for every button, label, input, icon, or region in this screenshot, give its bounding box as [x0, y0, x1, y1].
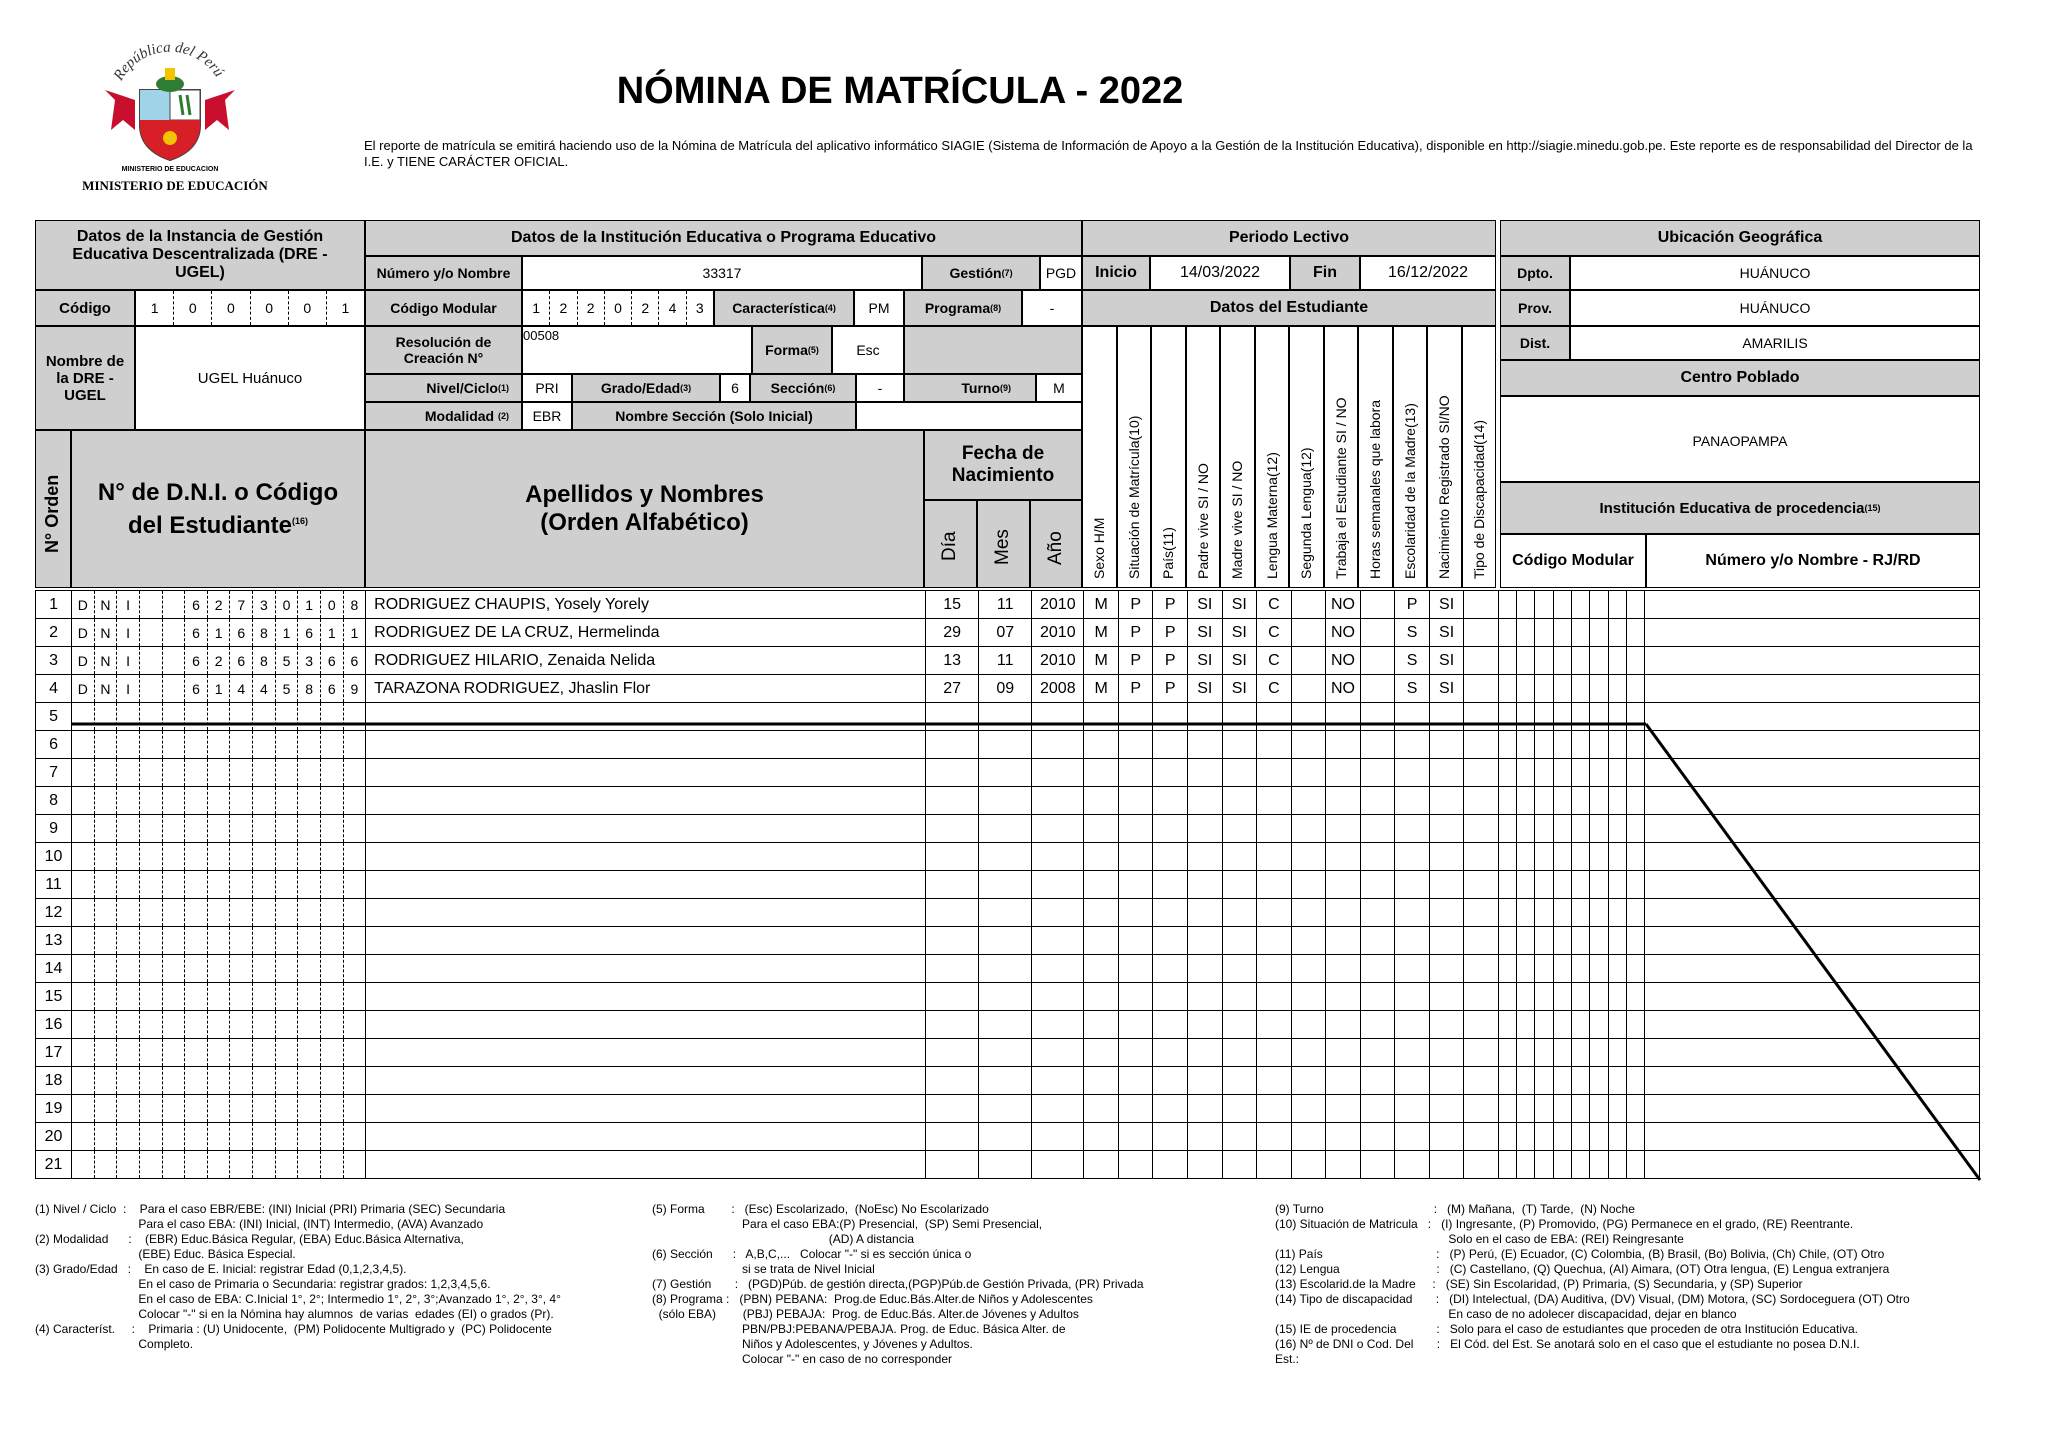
student-nac: SI	[1429, 647, 1464, 675]
dni-digit: 1	[298, 591, 321, 619]
dni-digit: 6	[230, 619, 253, 647]
dni-digit: 6	[320, 675, 343, 703]
ie-forma-value: Esc	[832, 326, 904, 374]
birth-dia: 27	[926, 675, 979, 703]
student-col-header: Padre vive SI / NO	[1186, 326, 1221, 588]
periodo-inicio-value: 14/03/2022	[1150, 256, 1290, 290]
ie-seccion-value: -	[856, 374, 904, 402]
student-trabaja: NO	[1326, 647, 1361, 675]
row-number: 13	[36, 927, 72, 955]
periodo-inicio-label: Inicio	[1082, 256, 1150, 290]
codmod-digit: 2	[578, 291, 605, 325]
procedencia-label: Institución Educativa de procedencia (15)	[1500, 482, 1980, 534]
dni-digit: D	[72, 647, 95, 675]
ie-seccion-label: Sección (6)	[750, 374, 856, 402]
student-col-header: Escolaridad de la Madre(13)	[1393, 326, 1428, 588]
student-nac: SI	[1429, 675, 1464, 703]
birth-anio: 2010	[1032, 647, 1084, 675]
student-sit: P	[1118, 675, 1153, 703]
ie-nombre-seccion-label: Nombre Sección (Solo Inicial)	[572, 402, 856, 430]
birth-dia: 29	[926, 619, 979, 647]
student-madre: SI	[1222, 591, 1257, 619]
dni-digit: 6	[320, 647, 343, 675]
dni-header: N° de D.N.I. o Código del Estudiante$^{(16)}$	[71, 430, 365, 588]
page-title: NÓMINA DE MATRÍCULA - 2022	[616, 70, 1184, 112]
dni-digit: 8	[298, 675, 321, 703]
student-sexo: M	[1084, 591, 1119, 619]
birth-mes: 07	[979, 619, 1032, 647]
dre-nombre-value: UGEL Huánuco	[135, 326, 365, 430]
dni-digit: 6	[298, 619, 321, 647]
row-number: 17	[36, 1039, 72, 1067]
student-sit: P	[1118, 647, 1153, 675]
codmod-digit: 1	[523, 291, 550, 325]
mes-header: Mes	[977, 500, 1030, 588]
student-col-header: Tipo de Discapacidad(14)	[1462, 326, 1497, 588]
student-col-header: País(11)	[1151, 326, 1186, 588]
ie-programa-label: Programa (8)	[904, 290, 1022, 326]
student-esc: S	[1395, 675, 1430, 703]
student-lengua: C	[1257, 591, 1292, 619]
ie-caracteristica-label: Característica (4)	[714, 290, 854, 326]
student-pais: P	[1153, 647, 1188, 675]
student-madre: SI	[1222, 675, 1257, 703]
ie-turno-value: M	[1036, 374, 1082, 402]
dni-digit: 3	[253, 591, 276, 619]
student-padre: SI	[1187, 647, 1222, 675]
ie-turno-label: Turno (9)	[904, 374, 1036, 402]
procedencia-codmod-label: Código Modular	[1500, 534, 1646, 588]
birth-mes: 11	[979, 591, 1032, 619]
row-number: 18	[36, 1067, 72, 1095]
dni-digit: 6	[185, 675, 208, 703]
student-pais: P	[1153, 675, 1188, 703]
codmod-digit: 2	[550, 291, 577, 325]
student-padre: SI	[1187, 675, 1222, 703]
dpto-label: Dpto.	[1500, 256, 1570, 290]
dre-digit: 0	[251, 291, 289, 325]
student-col-header: Horas semanales que labora	[1358, 326, 1393, 588]
dni-digit: I	[117, 591, 140, 619]
student-col-header: Trabaja el Estudiante SI / NO	[1324, 326, 1359, 588]
student-lengua: C	[1257, 619, 1292, 647]
student-trabaja: NO	[1326, 591, 1361, 619]
row-number: 9	[36, 815, 72, 843]
dni-digit: N	[94, 619, 117, 647]
student-col-header: Sexo H/M	[1082, 326, 1117, 588]
student-madre: SI	[1222, 619, 1257, 647]
student-sexo: M	[1084, 647, 1119, 675]
dni-digit: 8	[253, 619, 276, 647]
ie-forma-label: Forma (5)	[752, 326, 832, 374]
dist-value: AMARILIS	[1570, 326, 1980, 360]
birth-anio: 2010	[1032, 591, 1084, 619]
student-name: TARAZONA RODRIGUEZ, Jhaslin Flor	[366, 675, 926, 703]
dni-digit: 8	[343, 591, 366, 619]
student-col-header: Nacimiento Registrado SI/NO	[1427, 326, 1462, 588]
legend-column-3: (9) Turno : (M) Mañana, (T) Tarde, (N) Noche (10) Situación de Matricula : (I) Ingresante, (P) Promovido, (PG) Permanece en el grado, (RE) Reentrante. Solo en el caso de EBA: (REI) Reingresante (11) País : (P) Perú, (E) Ecuador, (C) Colombia, (B) Brasil, (Bo) Bolivia, (Ch) Chile, (OT) Otro (12) Lengua : (C) Castellano, (Q) Quechua, (AI) Aimara, (OT) Otra lengua, (E) Lengua extranjera (13) Escolarid.de la Madre : (SE) Sin Escolaridad, (P) Primaria, (S) Secundaria, y (SP) Superior (14) Tipo de discapacidad : (DI) Intelectual, (DA) Auditiva, (DV) Visual, (DM) Motora, (SC) Sordoceguera (OT) Otro En caso de no adolecer discapacidad, dejar en blanco (15) IE de procedencia : Solo para el caso de estudiantes que proceden de otra Institución Educativa. (16) Nº de DNI o Cod. Del : El Cód. del Est. Se anotará solo en el caso que el estudiante no posea D.N.I. Est.:	[1275, 1202, 1910, 1366]
dni-digit: 1	[320, 619, 343, 647]
fecha-header: Fecha de Nacimiento	[924, 430, 1082, 500]
row-number: 19	[36, 1095, 72, 1123]
student-col-header: Segunda Lengua(12)	[1289, 326, 1324, 588]
dre-digit: 0	[212, 291, 250, 325]
dni-digit: 2	[207, 591, 230, 619]
student-trabaja: NO	[1326, 619, 1361, 647]
ie-codmod-label: Código Modular	[365, 290, 522, 326]
ie-heading: Datos de la Institución Educativa o Programa Educativo	[365, 220, 1082, 256]
dni-digit: 6	[185, 619, 208, 647]
ie-nivel-value: PRI	[522, 374, 572, 402]
row-number: 14	[36, 955, 72, 983]
datos-estudiante-heading: Datos del Estudiante	[1082, 290, 1496, 326]
student-name: RODRIGUEZ HILARIO, Zenaida Nelida	[366, 647, 926, 675]
dre-heading: Datos de la Instancia de Gestión Educativa Descentralizada (DRE - UGEL)	[35, 220, 365, 290]
ie-modalidad-value: EBR	[522, 402, 572, 430]
student-pais: P	[1153, 619, 1188, 647]
row-number: 8	[36, 787, 72, 815]
ie-numero-value: 33317	[522, 256, 922, 290]
dni-digit: D	[72, 619, 95, 647]
row-number: 12	[36, 899, 72, 927]
ie-resolucion-value: 00508	[522, 326, 752, 374]
row-number: 15	[36, 983, 72, 1011]
ie-gestion-label: Gestión (7)	[922, 256, 1040, 290]
dia-header: Día	[924, 500, 977, 588]
row-number: 20	[36, 1123, 72, 1151]
dni-digit: 4	[230, 675, 253, 703]
dni-digit: 0	[320, 591, 343, 619]
ie-modalidad-label: Modalidad (2)	[365, 402, 522, 430]
dni-digit: 1	[207, 619, 230, 647]
student-sit: P	[1118, 591, 1153, 619]
dni-digit: I	[117, 619, 140, 647]
row-number: 1	[36, 591, 72, 619]
dni-digit: D	[72, 675, 95, 703]
student-sit: P	[1118, 619, 1153, 647]
dni-digit: 6	[343, 647, 366, 675]
cancel-slanted-line	[1646, 724, 1980, 1180]
student-esc: S	[1395, 647, 1430, 675]
student-sexo: M	[1084, 675, 1119, 703]
student-trabaja: NO	[1326, 675, 1361, 703]
prov-label: Prov.	[1500, 290, 1570, 326]
ie-grado-value: 6	[720, 374, 750, 402]
dni-digit: 9	[343, 675, 366, 703]
birth-anio: 2010	[1032, 619, 1084, 647]
dni-digit: 5	[275, 647, 298, 675]
periodo-fin-label: Fin	[1290, 256, 1360, 290]
dni-digit: D	[72, 591, 95, 619]
dni-digit: 5	[275, 675, 298, 703]
student-name: RODRIGUEZ CHAUPIS, Yosely Yorely	[366, 591, 926, 619]
row-number: 16	[36, 1011, 72, 1039]
dre-digit: 0	[174, 291, 212, 325]
dre-codigo-label: Código	[35, 290, 135, 326]
dpto-value: HUÁNUCO	[1570, 256, 1980, 290]
centro-poblado-value: PANAOPAMPA	[1500, 396, 1980, 482]
codmod-digit: 2	[632, 291, 659, 325]
codmod-digit: 0	[605, 291, 632, 325]
dni-digit: 4	[253, 675, 276, 703]
orden-header-label: N° Orden	[42, 474, 62, 553]
row-number: 6	[36, 731, 72, 759]
student-col-header: Madre vive SI / NO	[1220, 326, 1255, 588]
dni-digit: 1	[207, 675, 230, 703]
birth-mes: 09	[979, 675, 1032, 703]
dni-digit: 0	[275, 591, 298, 619]
row-number: 4	[36, 675, 72, 703]
dni-digit: N	[94, 647, 117, 675]
dre-digit: 1	[341, 300, 350, 316]
dni-digit: 2	[207, 647, 230, 675]
dni-digit: 1	[275, 619, 298, 647]
dni-digit: N	[94, 591, 117, 619]
row-number: 11	[36, 871, 72, 899]
svg-text:República del Perú: República del Perú	[110, 39, 227, 84]
dni-digit: 6	[185, 647, 208, 675]
ie-nivel-label: Nivel/Ciclo (1)	[365, 374, 522, 402]
student-esc: S	[1395, 619, 1430, 647]
dre-nombre-label: Nombre de la DRE - UGEL	[35, 326, 135, 430]
dist-label: Dist.	[1500, 326, 1570, 360]
ie-gestion-value: PGD	[1040, 256, 1082, 290]
student-nac: SI	[1429, 591, 1464, 619]
seal-subtext: MINISTERIO DE EDUCACION	[121, 166, 219, 173]
row-number: 21	[36, 1151, 72, 1179]
header-note: El reporte de matrícula se emitirá haciendo uso de la Nómina de Matrícula del aplicativo informático SIAGIE (Sistema de Información de Apoyo a la Gestión de la Institución Educativa), disponible en http://siagie.minedu.gob.pe. Este reporte es de responsabilidad del Director de la I.E. y TIENE CARÁCTER OFICIAL.	[364, 138, 1973, 169]
student-col-header: Lengua Materna(12)	[1255, 326, 1290, 588]
apellidos-header: Apellidos y Nombres (Orden Alfabético)	[365, 430, 924, 588]
ubicacion-heading: Ubicación Geográfica	[1500, 220, 1980, 256]
student-sexo: M	[1084, 619, 1119, 647]
anio-header: Año	[1030, 500, 1082, 588]
student-pais: P	[1153, 591, 1188, 619]
student-col-header: Situación de Matrícula(10)	[1117, 326, 1152, 588]
row-number: 3	[36, 647, 72, 675]
student-padre: SI	[1187, 591, 1222, 619]
dre-digit: 1	[136, 291, 174, 325]
row-number: 5	[36, 703, 72, 731]
birth-dia: 13	[926, 647, 979, 675]
student-madre: SI	[1222, 647, 1257, 675]
prov-value: HUÁNUCO	[1570, 290, 1980, 326]
student-esc: P	[1395, 591, 1430, 619]
dni-digit: 7	[230, 591, 253, 619]
student-lengua: C	[1257, 647, 1292, 675]
centro-poblado-label: Centro Poblado	[1500, 360, 1980, 396]
ie-numero-label: Número y/o Nombre	[365, 256, 522, 290]
row-number: 7	[36, 759, 72, 787]
ie-grado-label: Grado/Edad (3)	[572, 374, 720, 402]
codmod-digit: 3	[695, 300, 704, 316]
birth-mes: 11	[979, 647, 1032, 675]
periodo-heading: Periodo Lectivo	[1082, 220, 1496, 256]
legend-column-2: (5) Forma : (Esc) Escolarizado, (NoEsc) No Escolarizado Para el caso EBA:(P) Presencial, (SP) Semi Presencial, (AD) A distancia (6) Sección : A,B,C,... Colocar "-" si es sección única o si se trata de Nivel Inicial (7) Gestión : (PGD)Púb. de gestión directa,(PGP)Púb.de Gestión Privada, (PR) Privada (8) Programa : (PBN) PEBANA: Prog.de Educ.Bás.Alter.de Niños y Adolescentes (sólo EBA) (PBJ) PEBAJA: Prog. de Educ.Bás. Alter.de Jóvenes y Adultos PBN/PBJ:PEBANA/PEBAJA. Prog. de Educ. Básica Alter. de Niños y Adolescentes, y Jóvenes y Adultos. Colocar "-" en caso de no corresponder	[652, 1202, 1144, 1366]
codmod-digit: 4	[659, 291, 686, 325]
birth-anio: 2008	[1032, 675, 1084, 703]
ie-caracteristica-value: PM	[854, 290, 904, 326]
dni-digit: 6	[230, 647, 253, 675]
student-lengua: C	[1257, 675, 1292, 703]
ie-resolucion-label: Resolución de Creación N°	[365, 326, 522, 374]
procedencia-numero-label: Número y/o Nombre - RJ/RD	[1646, 534, 1980, 588]
ministry-name: MINISTERIO DE EDUCACIÓN	[82, 178, 268, 193]
student-nac: SI	[1429, 619, 1464, 647]
legend-column-1: (1) Nivel / Ciclo : Para el caso EBR/EBE: (INI) Inicial (PRI) Primaria (SEC) Secundaria Para el caso EBA: (INI) Inicial, (INT) Intermedio, (AVA) Avanzado (2) Modalidad : (EBR) Educ.Básica Regular, (EBA) Educ.Básica Alternativa, (EBE) Educ. Básica Especial. (3) Grado/Edad : En caso de E. Inicial: registrar Edad (0,1,2,3,4,5). En el caso de Primaria o Secundaria: registrar grados: 1,2,3,4,5,6. En el caso de EBA: C.Inicial 1°, 2°; Intermedio 1°, 2°, 3°;Avanzado 1°, 2°, 3°, 4° Colocar "-" si en la Nómina hay alumnos de varias edades (EI) o grados (Pr). (4) Característ. : Primaria : (U) Unidocente, (PM) Polidocente Multigrado y (PC) Polidocente Completo.	[35, 1202, 561, 1351]
row-number: 2	[36, 619, 72, 647]
dni-digit: I	[117, 675, 140, 703]
dni-digit: 3	[298, 647, 321, 675]
student-name: RODRIGUEZ DE LA CRUZ, Hermelinda	[366, 619, 926, 647]
dni-digit: N	[94, 675, 117, 703]
row-number: 10	[36, 843, 72, 871]
dni-digit: 1	[343, 619, 366, 647]
dni-digit: 8	[253, 647, 276, 675]
dni-digit: 6	[185, 591, 208, 619]
ie-programa-value: -	[1022, 290, 1082, 326]
periodo-fin-value: 16/12/2022	[1360, 256, 1496, 290]
student-padre: SI	[1187, 619, 1222, 647]
birth-dia: 15	[926, 591, 979, 619]
dni-digit: I	[117, 647, 140, 675]
dre-digit: 0	[289, 291, 327, 325]
